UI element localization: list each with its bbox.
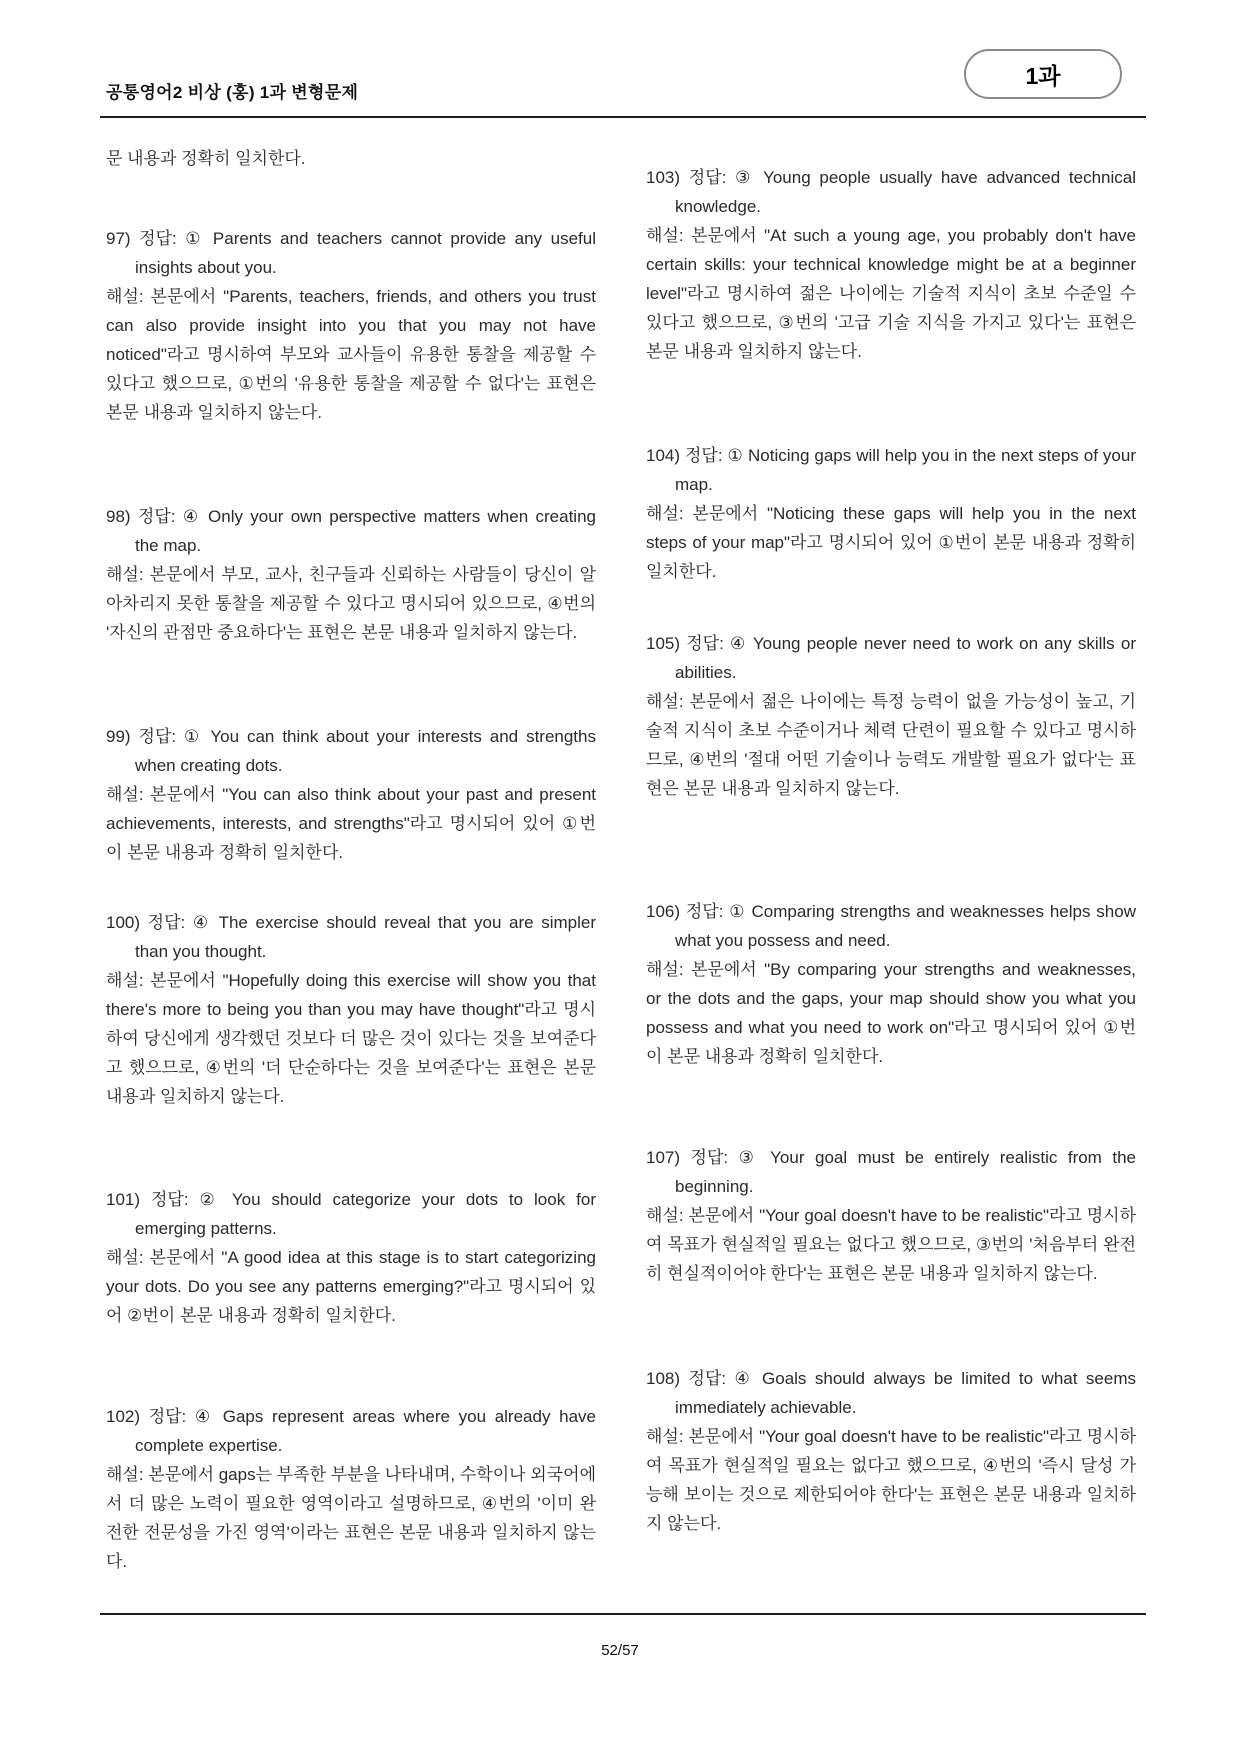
answer-text: 정답: ① Comparing strengths and weaknesses helps show what you possess and need.	[675, 902, 1136, 950]
answer-item	[106, 1185, 596, 1330]
explanation-text: 해설: 본문에서 gaps는 부족한 부분을 나타내며, 수학이나 외국어에서 더 많은 노력이 필요한 영역이라고 설명하므로, ④번의 '이미 완전한 전문성을 가진 영역'이라는 표현은 본문 내용과 일치하지 않는다.	[106, 1465, 596, 1571]
explanation-text: 해설: 본문에서 "You can also think about your past and present achievements, interests, and strengths"라고 명시되어 있어 ①번이 본문 내용과 정확히 일치한다.	[106, 785, 596, 862]
explanation-text: 해설: 본문에서 "Parents, teachers, friends, and others you trust can also provide insight into you that you may not have noticed"라고 명시하여 부모와 교사들이 유용한 통찰을 제공할 수 있다고 했으므로, ①번의 '유용한 통찰을 제공할 수 없다'는 표현은 본문 내용과 일치하지 않는다.	[106, 287, 596, 422]
explanation-text: 해설: 본문에서 "Hopefully doing this exercise will show you that there's more to being you than you may have thought"라고 명시하여 당신에게 생각했던 것보다 더 많은 것이 있다는 것을 보여준다고 했으므로, ④번의 '더 단순하다는 것을 보여준다'는 표현은 본문 내용과 일치하지 않는다.	[106, 971, 596, 1106]
page-title: 공통영어2 비상 (홍) 1과 변형문제	[106, 83, 359, 102]
item-number: 106)	[646, 902, 681, 921]
answer-item	[106, 1402, 596, 1576]
answer-text: 정답: ③ Your goal must be entirely realistic from the beginning.	[675, 1148, 1136, 1196]
carryover-text	[106, 144, 596, 173]
answer-text: 정답: ④ Gaps represent areas where you already have complete expertise.	[135, 1407, 596, 1455]
explanation-text: 해설: 본문에서 "Noticing these gaps will help you in the next steps of your map"라고 명시되어 있어 ①번이 본문 내용과 정확히 일치한다.	[646, 504, 1136, 581]
answer-text: 정답: ② You should categorize your dots to look for emerging patterns.	[135, 1190, 596, 1238]
answer-text: 정답: ④ The exercise should reveal that you are simpler than you thought.	[135, 913, 596, 961]
answer-item	[646, 629, 1136, 803]
answer-text: 정답: ④ Only your own perspective matters when creating the map.	[135, 507, 596, 555]
explanation-text: 해설: 본문에서 부모, 교사, 친구들과 신뢰하는 사람들이 당신이 알아차리지 못한 통찰을 제공할 수 있다고 명시되어 있으므로, ④번의 '자신의 관점만 중요하다'는 표현은 본문 내용과 일치하지 않는다.	[106, 565, 596, 642]
answer-item	[646, 1364, 1136, 1538]
answer-item	[106, 722, 596, 867]
answer-text: 정답: ③ Young people usually have advanced technical knowledge.	[675, 168, 1136, 216]
answer-text: 정답: ④ Young people never need to work on any skills or abilities.	[675, 634, 1136, 682]
lesson-badge: 1과	[964, 49, 1122, 99]
answer-item	[106, 224, 596, 427]
item-number: 105)	[646, 634, 681, 653]
answer-text: 정답: ① Parents and teachers cannot provide any useful insights about you.	[135, 229, 596, 277]
header-divider	[100, 116, 1146, 118]
item-number: 101)	[106, 1190, 141, 1209]
explanation-text: 해설: 본문에서 "By comparing your strengths and weaknesses, or the dots and the gaps, your map should show you what you possess and what you need to work on"라고 명시되어 있어 ①번이 본문 내용과 정확히 일치한다.	[646, 960, 1136, 1066]
item-number: 99)	[106, 727, 131, 746]
item-number: 108)	[646, 1369, 681, 1388]
answer-text: 정답: ① You can think about your interests and strengths when creating dots.	[135, 727, 596, 775]
answer-text: 정답: ① Noticing gaps will help you in the next steps of your map.	[675, 446, 1136, 494]
item-number: 103)	[646, 168, 681, 187]
answer-item	[646, 1143, 1136, 1288]
explanation-text: 해설: 본문에서 젊은 나이에는 특정 능력이 없을 가능성이 높고, 기술적 지식이 초보 수준이거나 체력 단련이 필요할 수 있다고 명시하므로, ④번의 '절대 어떤 기술이나 능력도 개발할 필요가 없다'는 표현은 본문 내용과 일치하지 않는다.	[646, 692, 1136, 798]
carryover-line: 문 내용과 정확히 일치한다.	[106, 149, 306, 168]
item-number: 100)	[106, 913, 141, 932]
answer-item	[106, 502, 596, 647]
explanation-text: 해설: 본문에서 "At such a young age, you probably don't have certain skills: your technical knowledge might be at a beginner level"라고 명시하여 젊은 나이에는 기술적 지식이 초보 수준일 수 있다고 했으므로, ③번의 '고급 기술 지식을 가지고 있다'는 표현은 본문 내용과 일치하지 않는다.	[646, 226, 1136, 361]
answer-text: 정답: ④ Goals should always be limited to what seems immediately achievable.	[675, 1369, 1136, 1417]
item-number: 107)	[646, 1148, 681, 1167]
footer-divider	[100, 1613, 1146, 1615]
explanation-text: 해설: 본문에서 "Your goal doesn't have to be realistic"라고 명시하여 목표가 현실적일 필요는 없다고 했으므로, ③번의 '처음부터 완전히 현실적이어야 한다'는 표현은 본문 내용과 일치하지 않는다.	[646, 1206, 1136, 1283]
item-number: 102)	[106, 1407, 141, 1426]
page-number: 52/57	[601, 1642, 639, 1659]
answer-item	[106, 908, 596, 1111]
explanation-text: 해설: 본문에서 "Your goal doesn't have to be realistic"라고 명시하여 목표가 현실적일 필요는 없다고 했으므로, ④번의 '즉시 달성 가능해 보이는 것으로 제한되어야 한다'는 표현은 본문 내용과 일치하지 않는다.	[646, 1427, 1136, 1533]
item-number: 97)	[106, 229, 131, 248]
answer-item	[646, 897, 1136, 1071]
explanation-text: 해설: 본문에서 "A good idea at this stage is to start categorizing your dots. Do you see any patterns emerging?"라고 명시되어 있어 ②번이 본문 내용과 정확히 일치한다.	[106, 1248, 596, 1325]
item-number: 104)	[646, 446, 681, 465]
item-number: 98)	[106, 507, 131, 526]
answer-item	[646, 441, 1136, 586]
answer-item	[646, 163, 1136, 366]
